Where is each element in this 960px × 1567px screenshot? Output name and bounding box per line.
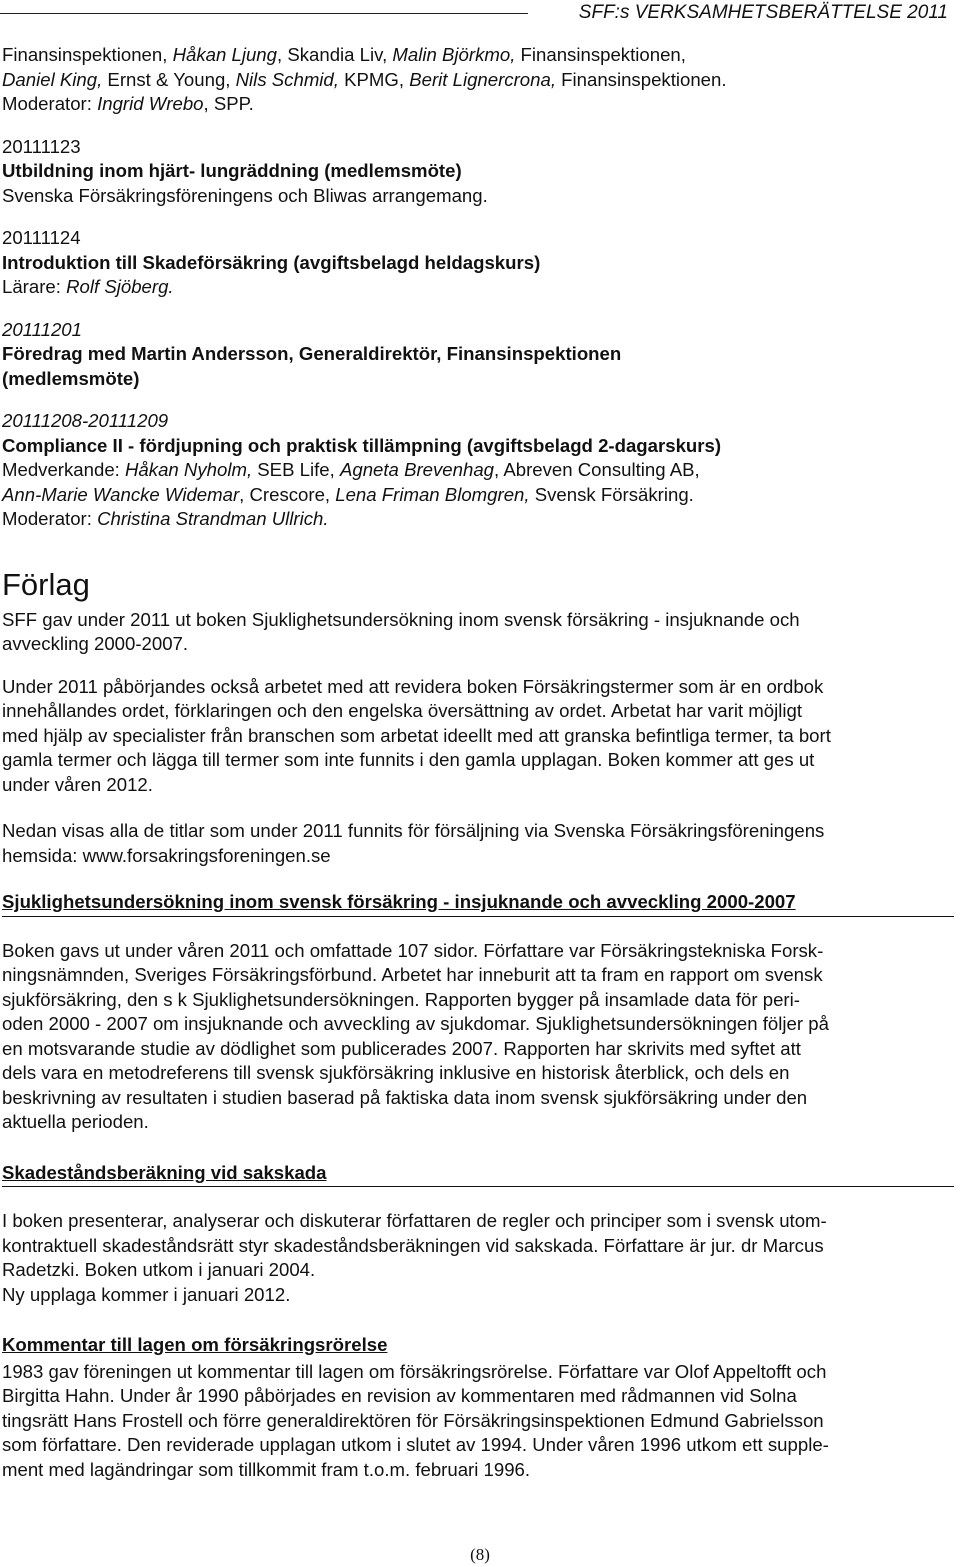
event-title: Introduktion till Skadeförsäkring (avgiftsbelagd heldagskurs) (2, 251, 541, 273)
intro-paragraph (2, 43, 954, 117)
event-title-line-1: Föredrag med Martin Andersson, Generaldirektör, Finansinspektionen (2, 343, 622, 364)
book-title-sjuklighetsundersokning: Sjuklighetsundersökning inom svensk försäkring - insjuknande och avveckling 2000-2007 (2, 890, 954, 917)
text-line: med hjälp av specialister från branschen som arbetat ideellt med att granska befintliga termer, ta bort (2, 724, 831, 746)
book-title-kommentar: Kommentar till lagen om försäkringsrörelse (2, 1334, 388, 1355)
person-name: Lena Friman Blomgren, (335, 483, 530, 505)
book-description-3 (2, 1360, 954, 1483)
text: SEB Life, (252, 459, 340, 480)
event-participants-line-1 (2, 458, 954, 483)
intro-line-2 (2, 68, 954, 93)
person-name: Nils Schmid, (235, 68, 339, 90)
person-name: Rolf Sjöberg. (66, 276, 174, 297)
text-line: SFF gav under 2011 ut boken Sjuklighetsundersökning inom svensk försäkring - insjuknande och (2, 608, 800, 630)
text-line: I boken presenterar, analyserar och diskuterar författaren de regler och principer som i svensk utom- (2, 1210, 827, 1231)
text-line: Boken gavs ut under våren 2011 och omfattade 107 sidor. Författare var Försäkringstekniska Forsk- (2, 939, 824, 961)
text-line: oden 2000 - 2007 om insjuknande och avveckling av sjukdomar. Sjuklighetsundersökningen följer på (2, 1013, 829, 1034)
text-line: 1983 gav föreningen ut kommentar till lagen om försäkringsrörelse. Författare var Olof Appeltofft och (2, 1360, 827, 1382)
text-line: gamla termer och lägga till termer som inte funnits i den gamla upplagan. Boken kommer att ges ut (2, 749, 815, 770)
text-line: innehållandes ordet, förklaringen och den engelska översättning av ordet. Arbetat har varit möjligt (2, 700, 803, 721)
person-name: Agneta Brevenhag (339, 459, 495, 480)
text: Medverkande: (2, 459, 125, 480)
forlag-paragraph-2 (2, 675, 954, 798)
event-title: Compliance II - fördjupning och praktisk tillämpning (avgiftsbelagd 2-dagarskurs) (2, 434, 722, 456)
forlag-paragraph-1 (2, 608, 954, 657)
text-line: Nedan visas alla de titlar som under 2011 funnits för försäljning via Svenska Försäkringsföreningens (2, 820, 825, 841)
text-line: ningsnämnden, Sveriges Försäkringsförbund. Arbetet har inneburit att ta fram en rapport om svensk (2, 964, 823, 985)
text-line: under våren 2012. (2, 773, 153, 795)
event-date: 20111123 (2, 135, 81, 157)
person-name: Daniel King, (2, 68, 103, 90)
text-line: tingsrätt Hans Frostell och förre generaldirektören för Försäkringsinspektionen Edmund Gabrielsson (2, 1409, 824, 1431)
event-participants-line-2 (2, 483, 954, 508)
book-description-2 (2, 1209, 954, 1307)
text-line: kontraktuell skadeståndsrätt styr skadeståndsberäkningen vid sakskada. Författare är jur. dr Marcus (2, 1234, 824, 1256)
intro-line-3 (2, 92, 954, 117)
text: Moderator: (2, 508, 98, 529)
text-line: ment med lagändringar som tillkommit fram t.o.m. februari 1996. (2, 1458, 531, 1480)
text-line: avveckling 2000-2007. (2, 633, 189, 654)
text: KPMG, (338, 68, 410, 90)
event-title: Utbildning inom hjärt- lungräddning (medlemsmöte) (2, 160, 462, 181)
text-line: beskrivning av resultaten i studien baserad på faktiska data inom svensk sjukförsäkring under den (2, 1086, 808, 1108)
header-rule (0, 13, 528, 14)
text-line: en motsvarande studie av dödlighet som publicerades 2007. Rapporten har skrivits med syftet att (2, 1037, 801, 1059)
text-line: Ny upplaga kommer i januari 2012. (2, 1283, 291, 1305)
event-teacher (2, 275, 954, 300)
text: Finansinspektionen, (515, 44, 686, 65)
person-name: Christina Strandman Ullrich. (97, 508, 329, 529)
section-heading-forlag: Förlag (2, 566, 90, 602)
text-line: sjukförsäkring, den s k Sjuklighetsundersökningen. Rapporten bygger på insamlade data för peri- (2, 988, 800, 1010)
event-20111208 (2, 409, 954, 532)
text: , SPP. (203, 93, 254, 114)
intro-line-1 (2, 43, 954, 68)
text: Moderator: (2, 93, 98, 114)
text-line: Under 2011 påbörjandes också arbetet med att revidera boken Försäkringstermer som är en ordbok (2, 675, 824, 697)
event-moderator (2, 507, 954, 532)
person-name: Malin Björkmo, (392, 44, 516, 65)
event-description: Svenska Försäkringsföreningens och Bliwas arrangemang. (2, 184, 488, 206)
person-name: Håkan Ljung (172, 44, 277, 65)
text-line: Birgitta Hahn. Under år 1990 påbörjades en revision av kommentaren med rådmannen vid Solna (2, 1385, 797, 1406)
person-name: Ingrid Wrebo (97, 93, 204, 114)
page-number: (8) (470, 1545, 490, 1564)
text-line: Radetzki. Boken utkom i januari 2004. (2, 1259, 316, 1280)
person-name: Berit Lignercrona, (409, 68, 556, 90)
text: Ernst & Young, (102, 68, 236, 90)
running-header: SFF:s VERKSAMHETSBERÄTTELSE 2011 (578, 2, 948, 23)
text-line: som författare. Den reviderade upplagan utkom i slutet av 1994. Under våren 1996 utkom ett supple- (2, 1434, 829, 1455)
text: Finansinspektionen, (2, 44, 173, 65)
person-name: Ann-Marie Wancke Widemar (2, 483, 240, 505)
text: Svensk Försäkring. (529, 483, 694, 505)
text: , Abreven Consulting AB, (494, 459, 700, 480)
event-20111123 (2, 135, 954, 209)
book-title-skadestandsberakning: Skadeståndsberäkning vid sakskada (2, 1161, 954, 1188)
text-line: dels vara en metodreferens till svensk sjukförsäkring inklusive en historisk återblick, och dels en (2, 1062, 790, 1083)
event-date: 20111201 (2, 318, 82, 340)
text-line: hemsida: www.forsakringsforeningen.se (2, 844, 331, 866)
text: , Skandia Liv, (276, 44, 393, 65)
event-date: 20111124 (2, 227, 81, 248)
text: Finansinspektionen. (555, 68, 727, 90)
text-line: aktuella perioden. (2, 1111, 149, 1132)
text: , Crescore, (239, 483, 336, 505)
event-date: 20111208-20111209 (2, 410, 169, 431)
person-name: Håkan Nyholm, (125, 459, 253, 480)
event-20111124 (2, 226, 954, 300)
event-title-line-2: (medlemsmöte) (2, 367, 140, 389)
text: Lärare: (2, 276, 67, 297)
event-20111201 (2, 318, 954, 392)
book-description-1 (2, 939, 954, 1135)
page-content (2, 43, 954, 1500)
forlag-paragraph-3 (2, 819, 954, 868)
